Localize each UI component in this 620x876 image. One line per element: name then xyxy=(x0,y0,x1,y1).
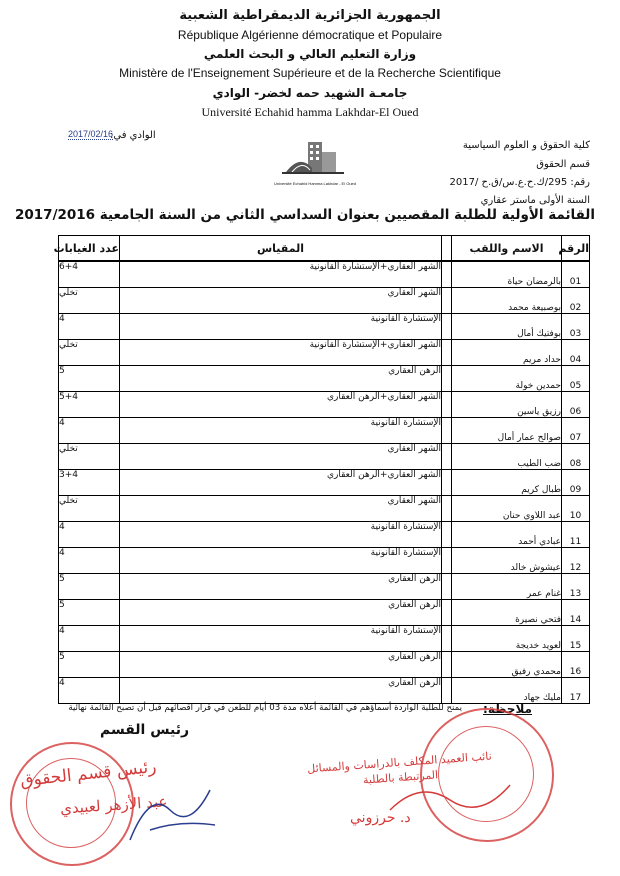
table-row xyxy=(59,522,590,548)
subject-name: الإستشارة القانونية xyxy=(120,418,442,444)
table-row xyxy=(59,626,590,652)
table-body xyxy=(59,261,590,704)
row-number: 13 xyxy=(562,574,590,600)
absence-count: 5 xyxy=(59,574,120,600)
absence-count: 4 xyxy=(59,418,120,444)
student-name: حداد مريم xyxy=(452,340,562,366)
level-label: السنة الأولى ماستر عقاري xyxy=(480,195,590,206)
student-name: عبد اللاوي حنان xyxy=(452,496,562,522)
absence-count: 4 xyxy=(59,314,120,340)
student-name: محمدي رفيق xyxy=(452,652,562,678)
subject-name: الإستشارة القانونية xyxy=(120,548,442,574)
absence-count: 5 xyxy=(59,366,120,392)
row-number: 15 xyxy=(562,626,590,652)
note-label: ملاحظة: xyxy=(483,702,532,716)
absence-count: 4 xyxy=(59,522,120,548)
faculty-name: كلية الحقوق و العلوم السياسية xyxy=(462,140,590,151)
subject-name: الشهر العقاري+الرهن العقاري xyxy=(120,392,442,418)
row-gap xyxy=(442,288,452,314)
department-head-signature-name: عبد الأزهر لعبيدي xyxy=(59,792,169,818)
student-name: بوصبيعة محمد xyxy=(452,288,562,314)
student-name: ضب الطيب xyxy=(452,444,562,470)
table-row xyxy=(59,548,590,574)
absence-count: 5+4 xyxy=(59,392,120,418)
header-name: الاسم واللقب xyxy=(452,236,562,262)
row-gap xyxy=(442,678,452,704)
row-number: 01 xyxy=(562,261,590,288)
table-row xyxy=(59,496,590,522)
department-name: قسم الحقوق xyxy=(536,159,590,170)
student-name: عيشوش خالد xyxy=(452,548,562,574)
student-name: مليك جهاد xyxy=(452,678,562,704)
row-number: 09 xyxy=(562,470,590,496)
table-row xyxy=(59,288,590,314)
subject-name: الإستشارة القانونية xyxy=(120,626,442,652)
header-absences: عدد الغيابات xyxy=(59,236,120,262)
ministry-ar: وزارة التعليم العالي و البحث العلمي xyxy=(203,47,417,61)
subject-name: الإستشارة القانونية xyxy=(120,522,442,548)
row-gap xyxy=(442,444,452,470)
table-row xyxy=(59,418,590,444)
row-gap xyxy=(442,314,452,340)
subject-name: الرهن العقاري xyxy=(120,678,442,704)
row-number: 17 xyxy=(562,678,590,704)
row-number: 02 xyxy=(562,288,590,314)
table-row xyxy=(59,261,590,288)
table-row xyxy=(59,652,590,678)
row-number: 03 xyxy=(562,314,590,340)
logo-caption: Université Echahid Hamma Lakhdar - El Oued xyxy=(273,181,357,186)
student-name: لعويد خديجة xyxy=(452,626,562,652)
row-gap xyxy=(442,261,452,288)
table-row xyxy=(59,600,590,626)
row-gap xyxy=(442,418,452,444)
table-row xyxy=(59,366,590,392)
row-number: 05 xyxy=(562,366,590,392)
place-date-label: الوادي في: xyxy=(110,130,156,141)
reference-number: رقم: 295/ك.ح.ع.س/ق.ح /2017 xyxy=(449,177,590,188)
date-value: 2017/02/16 xyxy=(68,129,114,139)
absence-count: 6+4 xyxy=(59,261,120,288)
student-name: حمدين خولة xyxy=(452,366,562,392)
row-gap xyxy=(442,522,452,548)
absence-count: 4 xyxy=(59,626,120,652)
row-gap xyxy=(442,340,452,366)
row-number: 10 xyxy=(562,496,590,522)
row-gap xyxy=(442,496,452,522)
university-fr: Université Echahid hamma Lakhdar-El Oued xyxy=(201,105,419,119)
student-name: عبادي أحمد xyxy=(452,522,562,548)
row-number: 06 xyxy=(562,392,590,418)
subject-name: الشهر العقاري+الإستشارة القانونية xyxy=(120,261,442,288)
absence-count: 3+4 xyxy=(59,470,120,496)
vice-dean-signature-name: د. حرزوني xyxy=(350,810,411,826)
row-number: 14 xyxy=(562,600,590,626)
row-gap xyxy=(442,366,452,392)
page-title: القائمة الأولية للطلبة المقصيين بعنوان السداسي الثاني من السنة الجامعية 2017/2016 xyxy=(15,207,595,223)
department-head-signature-title: رئيس قسم الحقوق xyxy=(19,756,158,792)
row-gap xyxy=(442,548,452,574)
header-number: الرقم xyxy=(562,236,590,262)
student-name: غنام عمر xyxy=(452,574,562,600)
subject-name: الشهر العقاري+الرهن العقاري xyxy=(120,470,442,496)
table-row xyxy=(59,392,590,418)
row-number: 12 xyxy=(562,548,590,574)
table-row xyxy=(59,444,590,470)
row-gap xyxy=(442,652,452,678)
absence-count: تخلي xyxy=(59,288,120,314)
excluded-students-table xyxy=(53,235,590,704)
student-name: طبال كريم xyxy=(452,470,562,496)
row-number: 07 xyxy=(562,418,590,444)
student-name: رزيق ياسين xyxy=(452,392,562,418)
table-row xyxy=(59,470,590,496)
subject-name: الرهن العقاري xyxy=(120,652,442,678)
student-name: بوفتيك أمال xyxy=(452,314,562,340)
absence-count: تخلي xyxy=(59,496,120,522)
row-gap xyxy=(442,574,452,600)
absence-count: 5 xyxy=(59,600,120,626)
subject-name: الشهر العقاري xyxy=(120,288,442,314)
absence-count: 4 xyxy=(59,548,120,574)
ministry-fr: Ministère de l'Enseignement Supérieure et de la Recherche Scientifique xyxy=(119,66,501,80)
subject-name: الشهر العقاري+الإستشارة القانونية xyxy=(120,340,442,366)
subject-name: الرهن العقاري xyxy=(120,600,442,626)
table-row xyxy=(59,340,590,366)
row-gap xyxy=(442,470,452,496)
subject-name: الإستشارة القانونية xyxy=(120,314,442,340)
table-row xyxy=(59,314,590,340)
red-signature-icon xyxy=(380,770,520,830)
university-ar: جامعـة الشهيد حمه لخضر- الوادي xyxy=(212,86,408,100)
row-gap xyxy=(442,600,452,626)
subject-name: الرهن العقاري xyxy=(120,574,442,600)
absence-count: 5 xyxy=(59,652,120,678)
table-row xyxy=(59,574,590,600)
row-number: 16 xyxy=(562,652,590,678)
republic-ar: الجمهورية الجزائرية الديمقراطية الشعبية xyxy=(179,8,441,23)
department-head-title: رئيس القسم xyxy=(100,722,190,738)
header-gap xyxy=(442,236,452,262)
note-text: يمنح للطلبة الواردة أسماؤهم في القائمة أعلاه مدة 03 أيام للطعن في قرار اقصائهم قبل أن تصبح القائمة نهائية xyxy=(68,703,462,713)
subject-name: الرهن العقاري xyxy=(120,366,442,392)
student-name: فتحي نصيرة xyxy=(452,600,562,626)
row-gap xyxy=(442,626,452,652)
absence-count: تخلي xyxy=(59,340,120,366)
absence-count: 4 xyxy=(59,678,120,704)
row-number: 08 xyxy=(562,444,590,470)
vice-dean-signature-title: نائب العميد المكلف بالدراسات والمسائل المرتبطة بالطلبة xyxy=(306,749,493,787)
table-row xyxy=(59,678,590,704)
subject-name: الشهر العقاري xyxy=(120,444,442,470)
blue-signature-icon xyxy=(120,770,230,860)
republic-fr: République Algérienne démocratique et Populaire xyxy=(177,28,443,42)
table-header-row xyxy=(59,236,590,262)
row-number: 04 xyxy=(562,340,590,366)
student-name: بالرمضان حياة xyxy=(452,261,562,288)
absence-count: تخلي xyxy=(59,444,120,470)
row-number: 11 xyxy=(562,522,590,548)
subject-name: الشهر العقاري xyxy=(120,496,442,522)
header-subject: المقياس xyxy=(120,236,442,262)
student-name: صوالح عمار أمال xyxy=(452,418,562,444)
row-gap xyxy=(442,392,452,418)
